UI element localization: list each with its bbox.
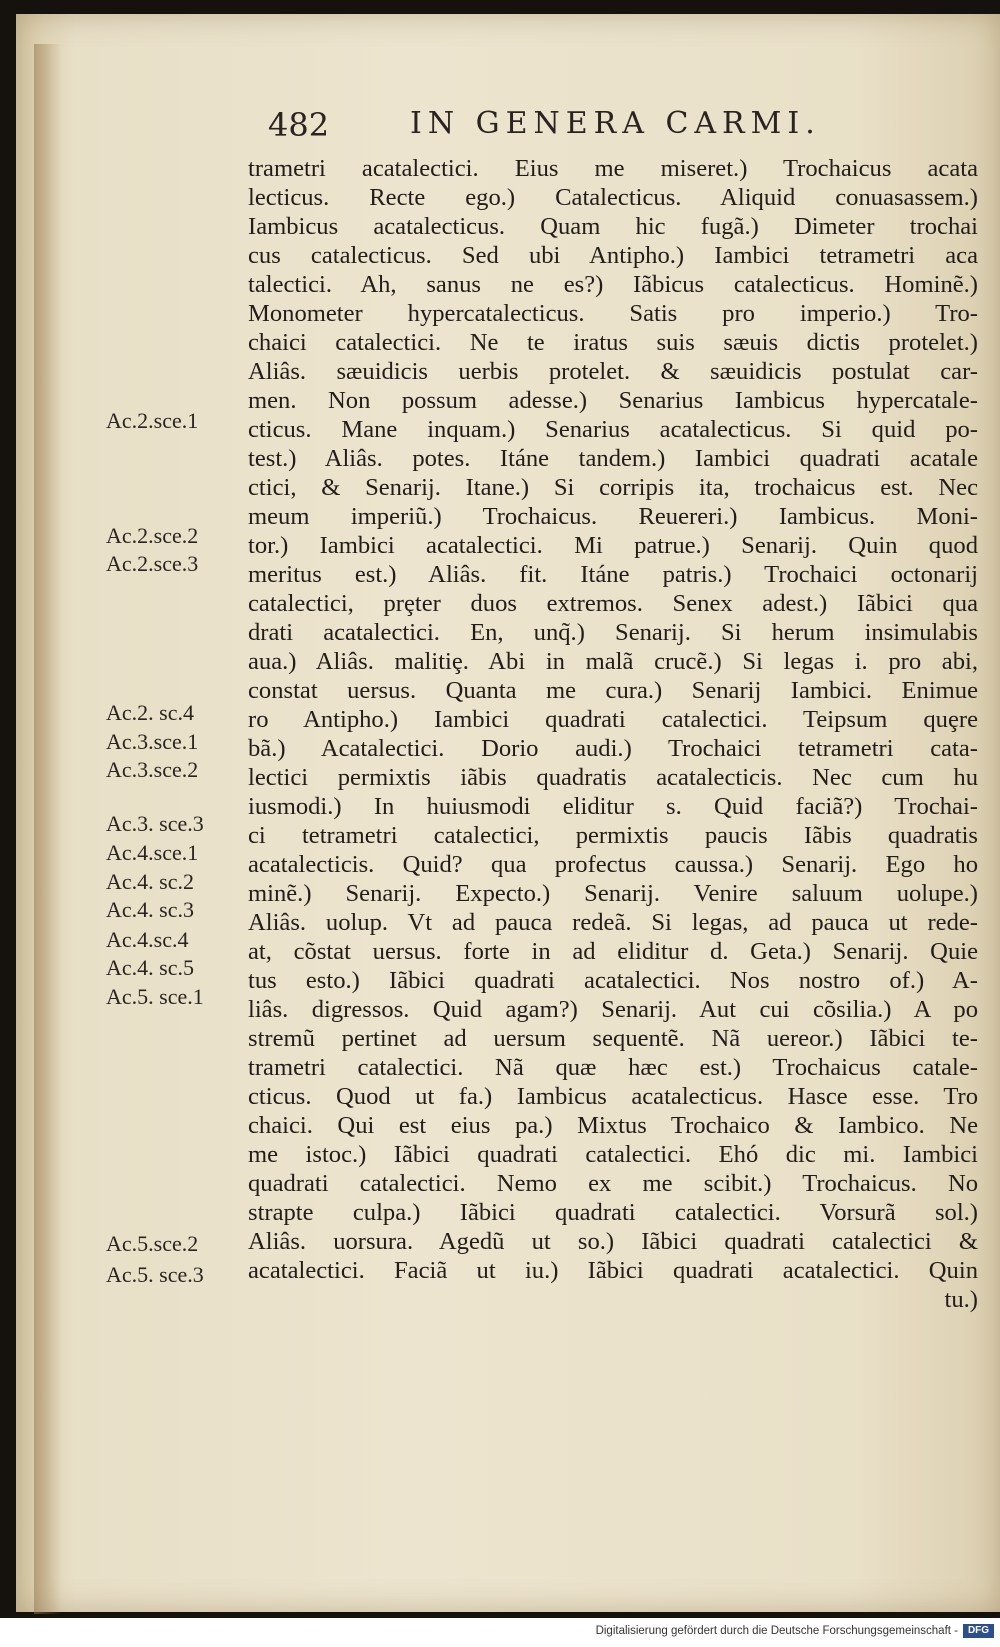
text-line: ro Antipho.) Iambici quadrati catalectici. Teipsum quȩre (248, 706, 978, 733)
text-line: lectici permixtis iãbis quadratis acatalecticis. Nec cum hu (248, 764, 978, 791)
text-line: chaici catalectici. Ne te iratus suis sæuis dictis protelet.) (248, 329, 978, 356)
text-line: men. Non possum adesse.) Senarius Iambicus hypercatale- (248, 387, 978, 414)
margin-note: Ac.4. sc.5 (106, 955, 194, 980)
body-text (248, 154, 978, 1314)
text-line: liâs. digressos. Quid agam?) Senarij. Aut cui cõsilia.) A po (248, 996, 978, 1023)
text-line: Monometer hypercatalecticus. Satis pro imperio.) Tro- (248, 300, 978, 327)
text-line: ci tetrametri catalectici, permixtis paucis Iãbis quadratis (248, 822, 978, 849)
page-gutter-shadow (34, 44, 62, 1614)
text-line: Aliâs. uorsura. Agedũ ut so.) Iãbici quadrati catalectici & (248, 1228, 978, 1255)
text-line: me istoc.) Iãbici quadrati catalectici. Ehó dic mi. Iambici (248, 1141, 978, 1168)
margin-note: Ac.3.sce.1 (106, 729, 199, 754)
text-line: meritus est.) Aliâs. fit. Itáne patris.) Trochaici octonarij (248, 561, 978, 588)
text-line: aua.) Aliâs. malitiȩ. Abi in malã crucẽ.) Si legas i. pro abi, (248, 648, 978, 675)
text-line: trametri acatalectici. Eius me miseret.) Trochaicus acata (248, 155, 978, 182)
margin-note: Ac.5. sce.1 (106, 984, 204, 1009)
text-line: lecticus. Recte ego.) Catalecticus. Aliquid conuasassem.) (248, 184, 978, 211)
text-line: cus catalecticus. Sed ubi Antipho.) Iambici tetrametri aca (248, 242, 978, 269)
text-line: stremũ pertinet ad uersum sequentẽ. Nã uereor.) Iãbici te- (248, 1025, 978, 1052)
text-line: tu.) (944, 1286, 978, 1313)
margin-note: Ac.4.sc.4 (106, 927, 189, 952)
text-line: test.) Aliâs. potes. Itáne tandem.) Iambici quadrati acatale (248, 445, 978, 472)
text-line: cticus. Quod ut fa.) Iambicus acatalecticus. Hasce esse. Tro (248, 1083, 978, 1110)
margin-note: Ac.2. sc.4 (106, 700, 194, 725)
margin-note: Ac.4. sc.3 (106, 897, 194, 922)
text-line: Aliâs. uolup. Vt ad pauca redeã. Si legas, ad pauca ut rede- (248, 909, 978, 936)
text-line: at, cõstat uersus. forte in ad eliditur d. Geta.) Senarij. Quie (248, 938, 978, 965)
text-line: trametri catalectici. Nã quæ hæc est.) Trochaicus catale- (248, 1054, 978, 1081)
text-line: talectici. Ah, sanus ne es?) Iãbicus catalecticus. Hominẽ.) (248, 271, 978, 298)
text-line: tus esto.) Iãbici quadrati acatalectici. Nos nostro of.) A- (248, 967, 978, 994)
text-line: meum imperiũ.) Trochaicus. Reuereri.) Iambicus. Moni- (248, 503, 978, 530)
margin-note: Ac.5.sce.2 (106, 1231, 199, 1256)
footer-bar (0, 1618, 1000, 1647)
margin-note: Ac.4. sc.2 (106, 869, 194, 894)
margin-note: Ac.2.sce.2 (106, 523, 199, 548)
text-line: acatalectici. Faciã ut iu.) Iãbici quadrati acatalectici. Quin (248, 1257, 978, 1284)
text-line: quadrati catalectici. Nemo ex me scibit.) Trochaicus. No (248, 1170, 978, 1197)
page-number: 482 (268, 106, 330, 144)
text-line: constat uersus. Quanta me cura.) Senarij Iambici. Enimue (248, 677, 978, 704)
margin-note: Ac.2.sce.3 (106, 551, 199, 576)
page-header (268, 106, 868, 150)
text-line: ctici, & Senarij. Itane.) Si corripis ita, trochaicus est. Nec (248, 474, 978, 501)
text-line: Iambicus acatalecticus. Quam hic fugã.) Dimeter trochai (248, 213, 978, 240)
dfg-logo: DFG (963, 1624, 994, 1638)
margin-note: Ac.2.sce.1 (106, 408, 199, 433)
margin-note: Ac.3.sce.2 (106, 757, 199, 782)
text-line: cticus. Mane inquam.) Senarius acatalecticus. Si quid po- (248, 416, 978, 443)
text-line: strapte culpa.) Iãbici quadrati catalectici. Vorsurã sol.) (248, 1199, 978, 1226)
text-line: chaici. Qui est eius pa.) Mixtus Trochaico & Iambico. Ne (248, 1112, 978, 1139)
margin-note: Ac.4.sce.1 (106, 840, 199, 865)
text-line: iusmodi.) In huiusmodi eliditur s. Quid faciã?) Trochai- (248, 793, 978, 820)
margin-note: Ac.3. sce.3 (106, 811, 204, 836)
running-head: IN GENERA CARMI. (410, 106, 821, 141)
text-line: tor.) Iambici acatalectici. Mi patrue.) Senarij. Quin quod (248, 532, 978, 559)
text-line: acatalecticis. Quid? qua profectus caussa.) Senarij. Ego ho (248, 851, 978, 878)
text-line: catalectici, prȩter duos extremos. Senex adest.) Iãbici qua (248, 590, 978, 617)
text-line: minẽ.) Senarij. Expecto.) Senarij. Venire saluum uolupe.) (248, 880, 978, 907)
footer-credit: Digitalisierung gefördert durch die Deutsche Forschungsgemeinschaft - (595, 1625, 958, 1637)
text-line: Aliâs. sæuidicis uerbis protelet. & sæuidicis postulat car- (248, 358, 978, 385)
text-line: bã.) Acatalectici. Dorio audi.) Trochaici tetrametri cata- (248, 735, 978, 762)
text-line: drati acatalectici. En, unq̃.) Senarij. Si herum insimulabis (248, 619, 978, 646)
margin-note: Ac.5. sce.3 (106, 1262, 204, 1287)
